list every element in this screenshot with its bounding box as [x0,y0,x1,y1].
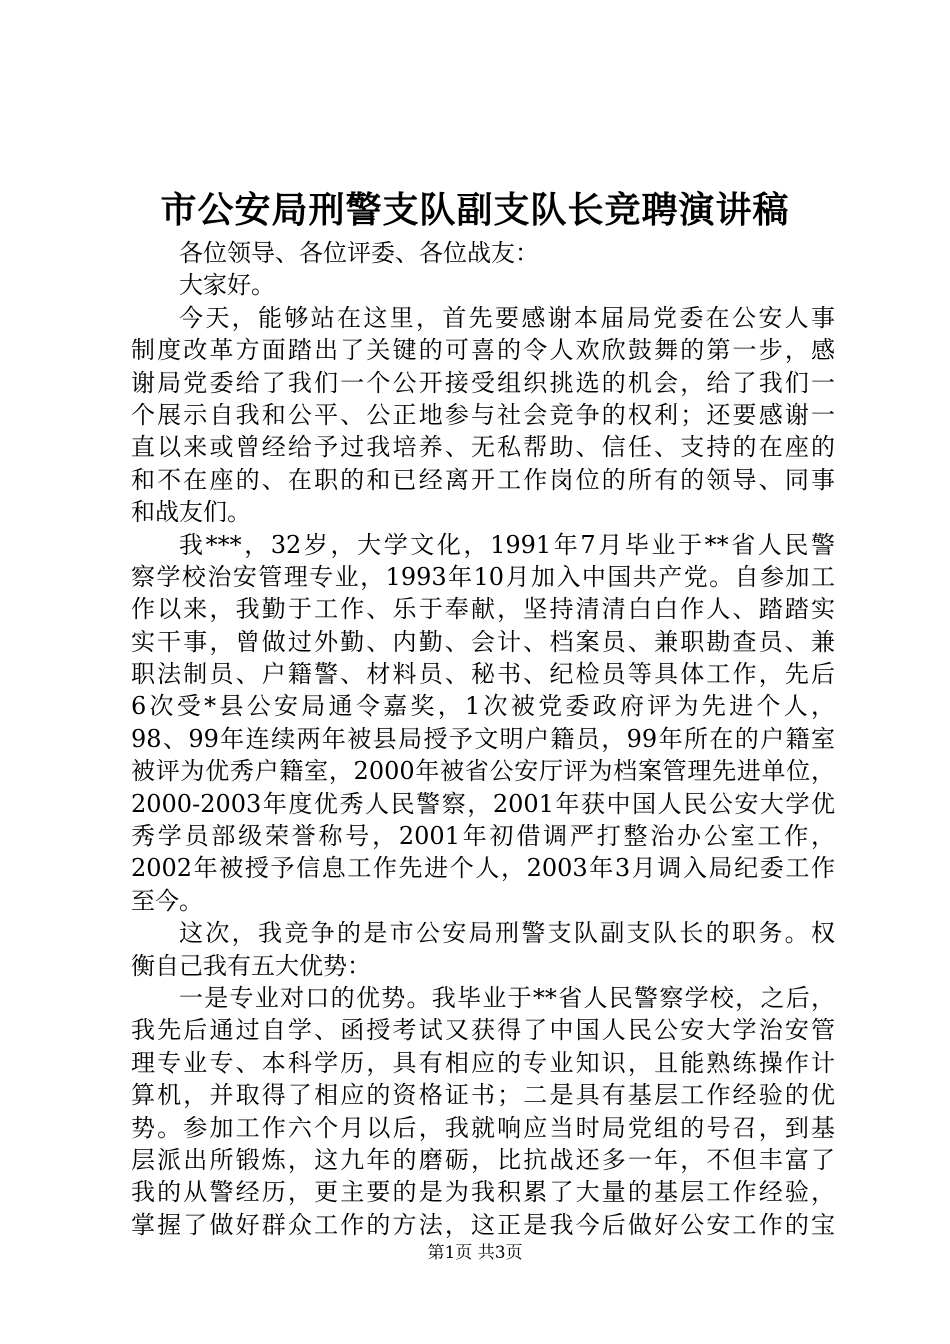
text-line: 2000-2003年度优秀人民警察，2001年获中国人民公安大学优 [131,789,835,818]
text-line: 和不在座的、在职的和已经离开工作岗位的所有的领导、同事 [131,465,835,494]
text-line: 理专业专、本科学历，具有相应的专业知识，且能熟练操作计 [131,1048,835,1077]
text-line: 察学校治安管理专业，1993年10月加入中国共产党。自参加工 [131,562,835,591]
text-line: 这次，我竞争的是市公安局刑警支队副支队长的职务。权 [179,919,835,948]
text-line: 各位领导、各位评委、各位战友： [179,239,539,267]
text-line: 势。参加工作六个月以后，我就响应当时局党组的号召，到基 [131,1113,835,1142]
text-line: 2002年被授予信息工作先进个人，2003年3月调入局纪委工作 [131,854,835,883]
text-line: 秀学员部级荣誉称号，2001年初借调严打整治办公室工作， [131,822,835,851]
text-line: 至今。 [131,886,203,915]
page-title: 市公安局刑警支队副支队长竞聘演讲稿 [160,189,790,231]
text-line: 作以来，我勤于工作、乐于奉献，坚持清清白白作人、踏踏实 [131,595,835,624]
text-line: 6次受*县公安局通令嘉奖，1次被党委政府评为先进个人， [131,692,835,721]
text-line: 层派出所锻炼，这九年的磨砺，比抗战还多一年，不但丰富了 [131,1145,835,1174]
document-body [131,237,835,1241]
text-line: 实干事，曾做过外勤、内勤、会计、档案员、兼职勘查员、兼 [131,627,835,656]
text-line: 衡自己我有五大优势： [131,951,371,980]
text-line: 今天，能够站在这里，首先要感谢本届局党委在公安人事 [179,303,835,332]
text-line: 被评为优秀户籍室，2000年被省公安厅评为档案管理先进单位， [131,757,835,786]
text-line: 和战友们。 [131,498,251,527]
text-line: 制度改革方面踏出了关键的可喜的令人欢欣鼓舞的第一步，感 [131,336,835,365]
text-line: 一是专业对口的优势。我毕业于**省人民警察学校，之后， [179,983,835,1012]
text-line: 谢局党委给了我们一个公开接受组织挑选的机会，给了我们一 [131,368,835,397]
text-line: 我***，32岁，大学文化，1991年7月毕业于**省人民警 [179,530,835,559]
page-number-footer: 第1页 共3页 [427,1243,523,1263]
text-line: 算机，并取得了相应的资格证书；二是具有基层工作经验的优 [131,1081,835,1110]
text-line: 个展示自我和公平、公正地参与社会竞争的权利；还要感谢一 [131,400,835,429]
text-line: 我先后通过自学、函授考试又获得了中国人民公安大学治安管 [131,1016,835,1045]
text-line: 职法制员、户籍警、材料员、秘书、纪检员等具体工作，先后 [131,660,835,689]
text-line: 我的从警经历，更主要的是为我积累了大量的基层工作经验， [131,1178,835,1207]
text-line: 掌握了做好群众工作的方法，这正是我今后做好公安工作的宝 [131,1210,835,1239]
text-line: 98、99年连续两年被县局授予文明户籍员，99年所在的户籍室 [131,724,835,753]
text-line: 直以来或曾经给予过我培养、无私帮助、信任、支持的在座的 [131,433,835,462]
text-line: 大家好。 [179,271,275,300]
